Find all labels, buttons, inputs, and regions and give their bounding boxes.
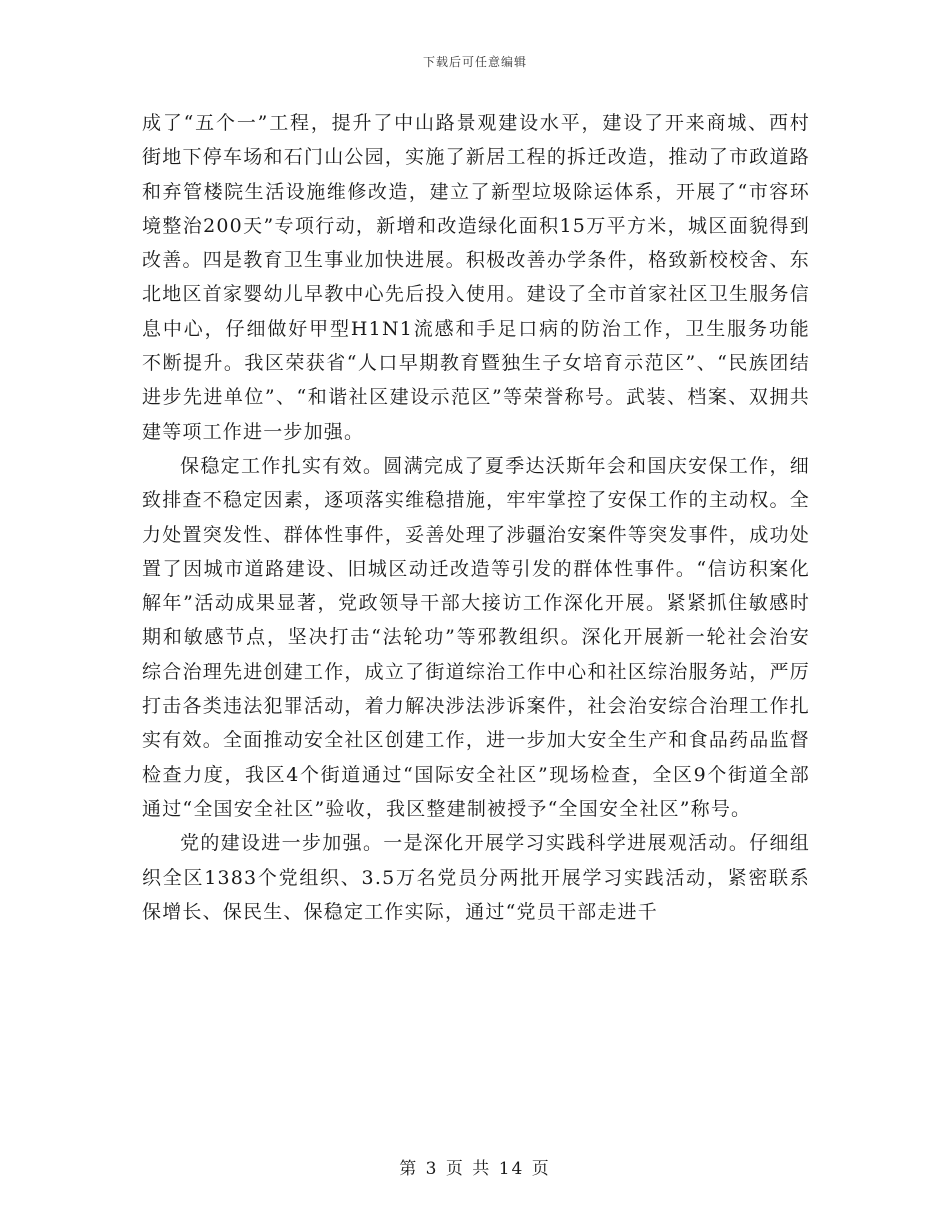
- paragraph-stability: 保稳定工作扎实有效。圆满完成了夏季达沃斯年会和国庆安保工作，细致排查不稳定因素，逐项落实维稳措施，牢牢掌控了安保工作的主动权。全力处置突发性、群体性事件，妥善处理了涉疆治安案件等突发事件，成功处置了因城市道路建设、旧城区动迁改造等引发的群体性事件。“信访积案化解年”活动成果显著，党政领导干部大接访工作深化开展。紧紧抓住敏感时期和敏感节点，坚决打击“法轮功”等邪教组织。深化开展新一轮社会治安综合治理先进创建工作，成立了街道综治工作中心和社区综治服务站，严厉打击各类违法犯罪活动，着力解决涉法涉诉案件，社会治安综合治理工作扎实有效。全面推动安全社区创建工作，进一步加大安全生产和食品药品监督检查力度，我区4个街道通过“国际安全社区”现场检查，全区9个街道全部通过“全国安全社区”验收，我区整建制被授予“全国安全社区”称号。: [142, 454, 810, 820]
- document-body: [142, 106, 810, 929]
- paragraph-continuation: 成了“五个一”工程，提升了中山路景观建设水平，建设了开来商城、西村街地下停车场和石门山公园，实施了新居工程的拆迁改造，推动了市政道路和弃管楼院生活设施维修改造，建立了新型垃圾除运体系，开展了“市容环境整治200天”专项行动，新增和改造绿化面积15万平方米，城区面貌得到改善。四是教育卫生事业加快进展。积极改善办学条件，格致新校校舍、东北地区首家婴幼儿早教中心先后投入使用。建设了全市首家社区卫生服务信息中心，仔细做好甲型H1N1流感和手足口病的防治工作，卫生服务功能不断提升。我区荣获省“人口早期教育暨独生子女培育示范区”、“民族团结进步先进单位”、“和谐社区建设示范区”等荣誉称号。武装、档案、双拥共建等项工作进一步加强。: [142, 112, 810, 443]
- paragraph-party-building: 党的建设进一步加强。一是深化开展学习实践科学进展观活动。仔细组织全区1383个党组织、3.5万名党员分两批开展学习实践活动，紧密联系保增长、保民生、保稳定工作实际，通过“党员干部走进千: [142, 832, 810, 923]
- page-number-footer: 第 3 页 共 14 页: [399, 1159, 551, 1179]
- page-header: 下载后可任意编辑: [422, 55, 527, 69]
